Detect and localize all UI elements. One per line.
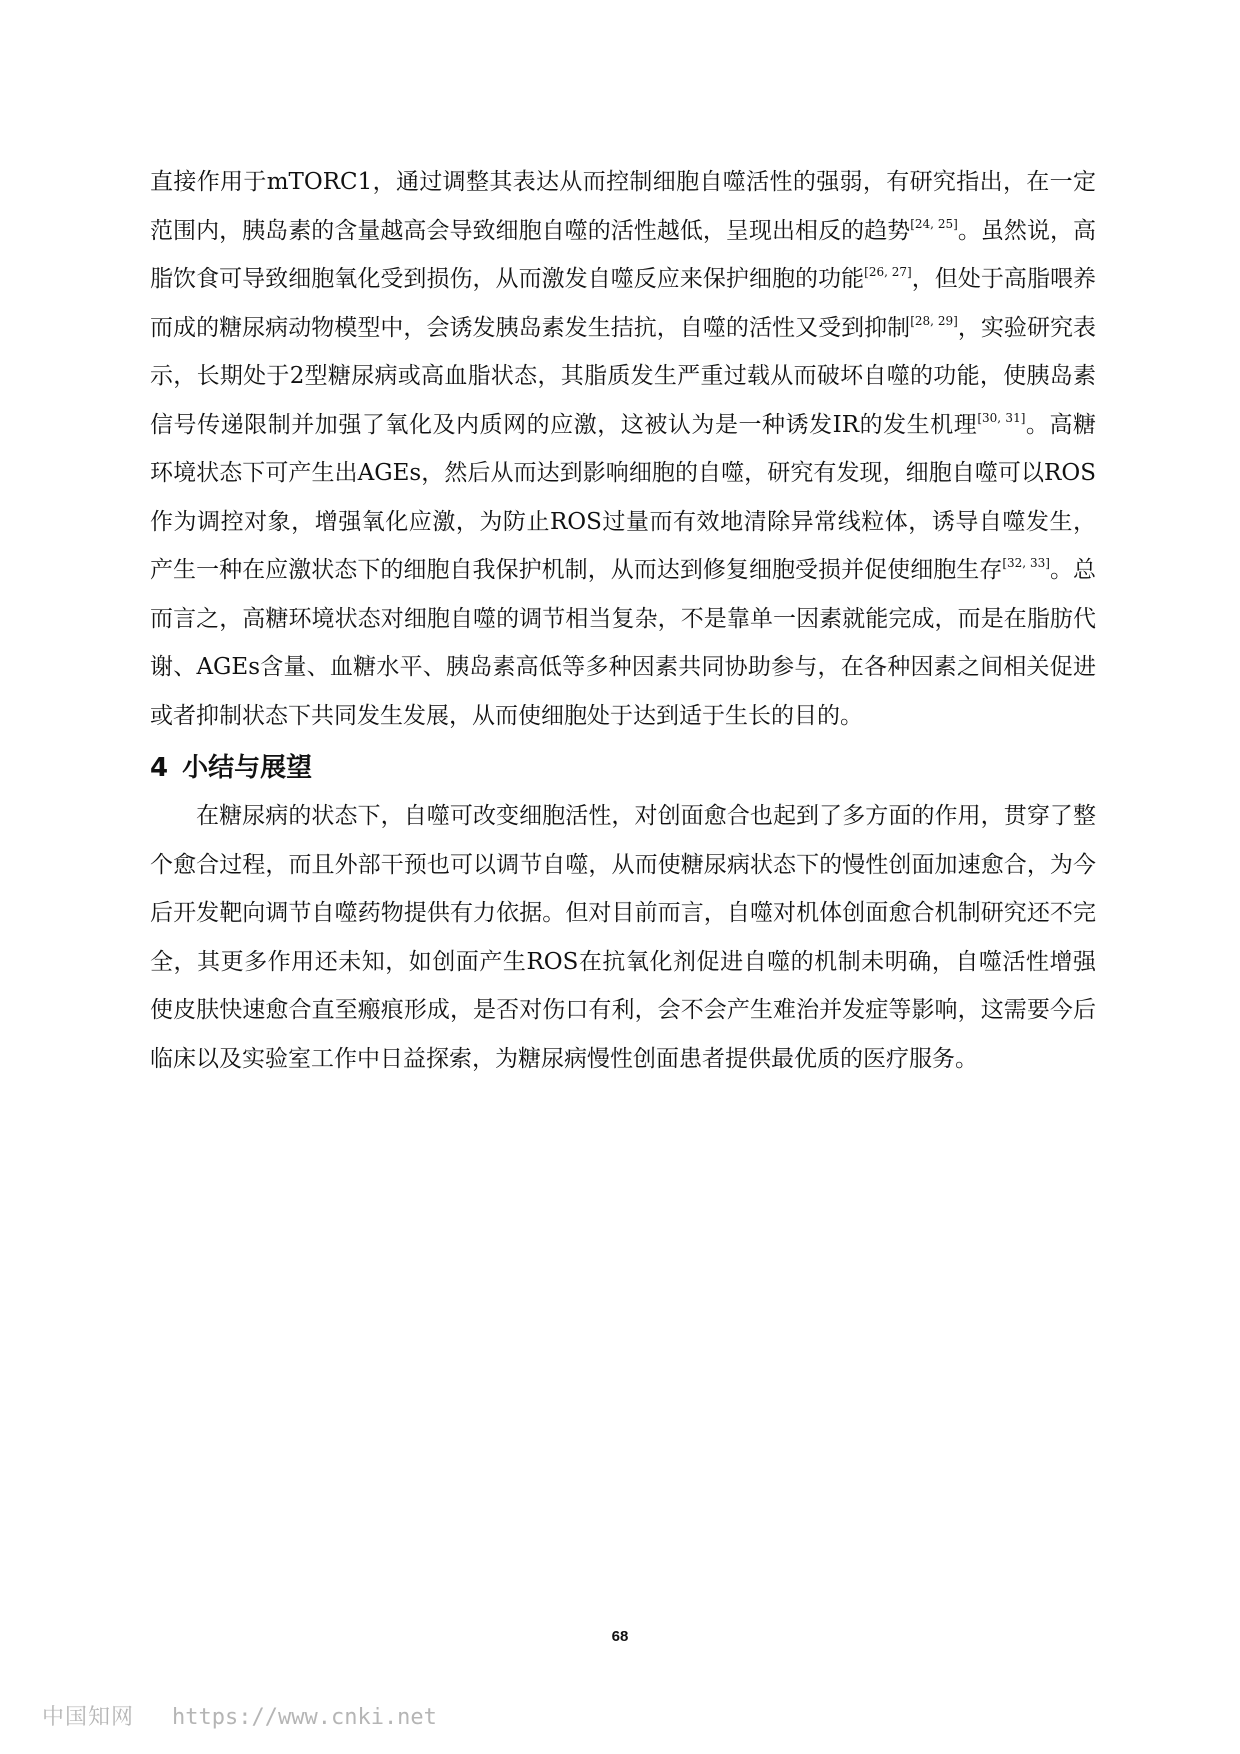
document-body — [150, 158, 1096, 1083]
citation-marker: [26, 27] — [864, 264, 912, 279]
citation-marker: [28, 29] — [910, 313, 958, 328]
section-title: 小结与展望 — [182, 753, 313, 783]
page-number: 68 — [611, 1628, 629, 1645]
body-paragraph-2: 在糖尿病的状态下，自噬可改变细胞活性，对创面愈合也起到了多方面的作用，贯穿了整个愈合过程，而且外部干预也可以调节自噬，从而使糖尿病状态下的慢性创面加速愈合，为今后开发靶向调节自噬药物提供有力依据。但对目前而言，自噬对机体创面愈合机制研究还不完全，其更多作用还未知，如创面产生ROS在抗氧化剂促进自噬的机制未明确，自噬活性增强使皮肤快速愈合直至瘢痕形成，是否对伤口有利，会不会产生难治并发症等影响，这需要今后临床以及实验室工作中日益探索，为糖尿病慢性创面患者提供最优质的医疗服务。 — [150, 803, 1096, 1072]
citation-marker: [30, 31] — [977, 410, 1026, 425]
paragraph-text-segment: ，但处于高脂喂养而成的糖尿病动物模型中，会诱发胰岛素发生拮抗，自噬的活性又受到抑制 — [150, 266, 1097, 341]
watermark-url: https://www.cnki.net — [172, 1705, 437, 1730]
paragraph-text-segment: 直接作用于mTORC1，通过调整其表达从而控制细胞自噬活性的强弱，有研究指出，在一定范围内，胰岛素的含量越高会导致细胞自噬的活性越低，呈现出相反的趋势 — [150, 169, 1096, 244]
citation-marker: [24, 25] — [910, 216, 958, 231]
paragraph-text-segment: 。高糖环境状态下可产生出AGEs，然后从而达到影响细胞的自噬，研究有发现，细胞自噬可以ROS作为调控对象，增强氧化应激，为防止ROS过量而有效地清除异常线粒体，诱导自噬发生，产生一种在应激状态下的细胞自我保护机制，从而达到修复细胞受损并促使细胞生存 — [150, 411, 1097, 583]
citation-marker: [32, 33] — [1002, 555, 1050, 570]
paragraph-text-segment: 。虽然说，高脂饮食可导致细胞氧化受到损伤，从而激发自噬反应来保护细胞的功能 — [150, 217, 1097, 292]
watermark-name: 中国知网 — [42, 1705, 135, 1730]
paragraph-text-segment: 。总而言之，高糖环境状态对细胞自噬的调节相当复杂，不是靠单一因素就能完成，而是在脂肪代谢、AGEs含量、血糖水平、胰岛素高低等多种因素共同协助参与，在各种因素之间相关促进或者抑制状态下共同发生发展，从而使细胞处于达到适于生长的目的。 — [150, 557, 1097, 729]
source-watermark — [42, 1700, 437, 1731]
paragraph-text-segment: ，实验研究表示，长期处于2型糖尿病或高血脂状态，其脂质发生严重过载从而破坏自噬的功能，使胰岛素信号传递限制并加强了氧化及内质网的应激，这被认为是一种诱发IR的发生机理 — [150, 314, 1097, 438]
section-heading — [150, 748, 1096, 788]
section-number: 4 — [150, 753, 169, 783]
body-paragraph-1 — [150, 158, 1096, 740]
